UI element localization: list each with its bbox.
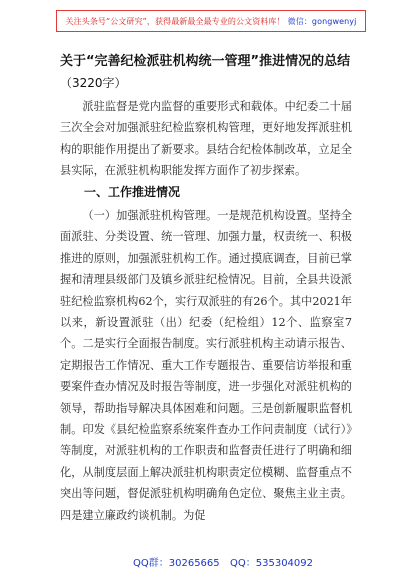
qq-group-number: QQ群：30265665 (133, 558, 220, 569)
promo-banner (56, 10, 366, 32)
body-paragraph: （一）加强派驻机构管理。一是规范机构设置。坚持全面派驻、分类设置、统一管理、加强力量，权责统一、积极推进的原则，加强派驻机构工作。通过摸底调查，目前已掌握和清理县级部门及镇乡派驻纪检情况。目前，全县共设派驻纪检监察机构62个，实行双派驻的有26个。其中2021年以来，新设置派驻（出）纪委（纪检组）12个、监察室7个。二是实行全面报告制度。实行派驻机构主动请示报告、定期报告工作情况、重大工作专题报告、重要信访举报和重要案件查办情况及时报告等制度，进一步强化对派驻机构的领导，帮助指导解决具体困难和问题。三是创新履职监督机制。印发《县纪检监察系统案件查办工作问责制度（试行）》等制度，对派驻机构的工作职责和监督责任进行了明确和细化，从制度层面上解决派驻机构职责定位模糊、监督重点不突出等问题，督促派驻机构明确角色定位、聚焦主业主责。四是建立廉政约谈机制。为促 (60, 209, 352, 522)
qq-number: QQ：535304092 (230, 558, 314, 569)
footer (0, 550, 408, 570)
section-heading: 一、工作推进情况 (84, 185, 181, 199)
promo-banner-text: 关注头条号“公文研究”，获得最新最全最专业的公文资料库！ (65, 16, 285, 26)
word-count: （3220字） (60, 76, 127, 90)
document-title: 关于“完善纪检派驻机构统一管理”推进情况的总结 (60, 54, 351, 69)
wechat-id: 微信：gongwenyj (287, 16, 357, 26)
intro-paragraph: 派驻监督是党内监督的重要形式和载体。中纪委二十届三次全会对加强派驻纪检监察机构管理，更好地发挥派驻机构的职能作用提出了新要求。县结合纪检体制改革，立足全县实际，在派驻机构职能发挥方面作了初步探索。 (60, 100, 352, 178)
